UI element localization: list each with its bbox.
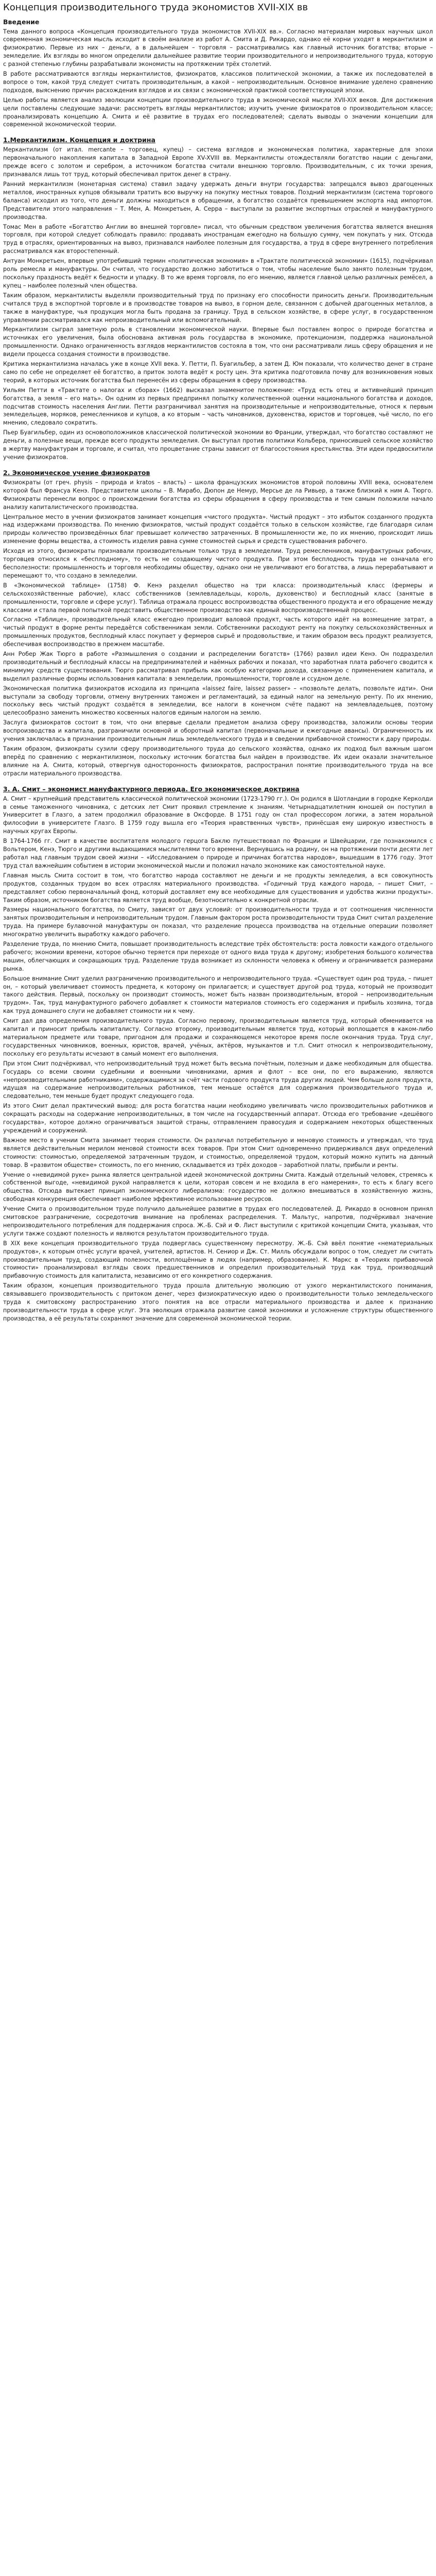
paragraph: Целью работы является анализ эволюции концепции производительного труда в экономической мысли XVII-XIX веков. Для достижения цели поставлены следующие задачи: рассмотреть взгляды меркантилистов; изучить учение физиократов о производительном классе; проанализировать концепцию А. Смита и её развитие в трудах его последователей; сделать выводы о значении концепции для современной экономической теории. <box>3 96 433 128</box>
section-heading: 2. Экономическое учение физиократов <box>3 468 150 477</box>
paragraph: Согласно «Таблице», производительный класс ежегодно производит валовой продукт, часть которого идёт на возмещение затрат, а чистый продукт в форме ренты передаётся собственникам земли. Собственники расходуют ренту на покупку сельскохозяйственных и промышленных продуктов, бесплодный класс покупает у фермеров сырьё и продовольствие, и таким образом весь продукт реализуется, обеспечивая воспроизводство в прежнем масштабе. <box>3 616 433 648</box>
paragraph: Разделение труда, по мнению Смита, повышает производительность вследствие трёх обстоятельств: роста ловкости каждого отдельного рабочего; экономии времени, которое обычно теряется при переходе от одного вида труда к другому; изобретения большого количества машин, облегчающих и сокращающих труд. Разделение труда возникает из склонности человека к обмену и ограничивается размерами рынка. <box>3 941 433 972</box>
paragraph: Из этого Смит делал практический вывод: для роста богатства нации необходимо увеличивать число производительных работников и сокращать расходы на содержание непроизводительных, в том числе на государственный аппарат. Отсюда его требование «дешёвого государства», которое должно ограничиваться защитой страны, отправлением правосудия и содержанием некоторых общественных учреждений и сооружений. <box>3 1103 433 1134</box>
section-3 <box>3 469 433 778</box>
section-4 <box>3 785 433 1323</box>
paragraph: Исходя из этого, физиократы признавали производительным только труд в земледелии. Труд ремесленников, мануфактурных рабочих, торговцев относился к «бесплодному», то есть не создающему чистого продукта. При этом бесплодность труда не означала его бесполезности: промышленность и торговля необходимы обществу, однако они не увеличивают его богатства, а лишь перерабатывают и перемещают то, что создано в земледелии. <box>3 548 433 579</box>
section-1 <box>3 18 433 129</box>
paragraph: Тема данного вопроса «Концепция производительного труда экономистов XVII-XIX вв.». Согласно материалам мировых научных школ современная экономическая мысль исходит в своём анализе из работ А. Смита и Д. Рикардо, однако её корни уходят в меркантилизм и физиократию. Первые из них – деньги, а в дальнейшем – торговля – рассматривались как главный источник богатства; вторые – земледелие. Их взгляды во многом определили дальнейшее развитие теории производительного и непроизводительного труда, которую с разной степенью глубины разрабатывали экономисты на протяжении трёх столетий. <box>3 28 433 68</box>
paragraph: Важное место в учении Смита занимает теория стоимости. Он различал потребительную и меновую стоимость и утверждал, что труд является действительным мерилом меновой стоимости всех товаров. При этом Смит одновременно придерживался двух определений стоимости: стоимостью, определяемой затраченным трудом, и стоимостью, определяемой трудом, который можно купить на данный товар. В «развитом обществе» стоимость, по его мнению, складывается из трёх доходов – заработной платы, прибыли и ренты. <box>3 1137 433 1168</box>
paragraph: Меркантилизм сыграл заметную роль в становлении экономической науки. Впервые был поставлен вопрос о природе богатства и источниках его увеличения, была обоснована активная роль государства в экономике, протекционизм, поддержка национальной промышленности. Однако ограниченность взглядов меркантилистов состояла в том, что они рассматривали лишь сферу обращения и не видели процесса создания стоимости в производстве. <box>3 326 433 358</box>
paragraph: Меркантилизм (от итал. mercante – торговец, купец) – система взглядов и экономическая политика, характерные для эпохи первоначального накопления капитала в Западной Европе XV-XVIII вв. Меркантилисты отождествляли богатство нации с деньгами, прежде всего с золотом и серебром, а источником богатства считали внешнюю торговлю. Производительным, с их точки зрения, признавался лишь тот труд, который обеспечивал приток денег в страну. <box>3 146 433 178</box>
section-2 <box>3 136 433 462</box>
paragraph: При этом Смит подчёркивал, что непроизводительный труд может быть весьма почётным, полезным и даже необходимым для общества. Государь со всеми своими судебными и военными чиновниками, армия и флот – все они, по его выражению, являются «непроизводительными работниками», содержащимися за счёт части годового продукта труда других людей. Чем больше доля продукта, идущая на содержание непроизводительных работников, тем меньше остаётся для содержания производительного труда и, следовательно, тем меньше будет продукт следующего года. <box>3 1060 433 1100</box>
paragraph: Томас Мен в работе «Богатство Англии во внешней торговле» писал, что обычным средством увеличения богатства является внешняя торговля, при которой следует соблюдать правило: продавать иностранцам ежегодно на большую сумму, чем покупать у них. Отсюда труд в отраслях, ориентированных на вывоз, признавался наиболее полезным для государства, а труд в сфере внутреннего потребления рассматривался как второстепенный. <box>3 223 433 255</box>
paragraph: Главная мысль Смита состоит в том, что богатство народа составляют не деньги и не продукты земледелия, а вся совокупность продуктов, созданных трудом во всех отраслях материального производства. «Годичный труд каждого народа, – пишет Смит, – представляет собою первоначальный фонд, который доставляет ему все необходимые для существования и удобства жизни продукты». Таким образом, источником богатства является труд вообще, безотносительно к конкретной отрасли. <box>3 872 433 904</box>
paragraph: Смит дал два определения производительного труда. Согласно первому, производительным является труд, который обменивается на капитал и приносит прибыль капиталисту. Согласно второму, производительным является труд, который воплощается в каком-либо материальном предмете или товаре, пригодном для продажи и сохраняющемся некоторое время после окончания труда. Труд слуг, государственных чиновников, военных, юристов, врачей, учёных, актёров, музыкантов и т.п. Смит относил к непроизводительному, поскольку его результаты исчезают в самый момент его выполнения. <box>3 1018 433 1057</box>
paragraph: Анн Робер Жак Тюрго в работе «Размышления о создании и распределении богатств» (1766) развил идеи Кенэ. Он подразделил производительный и бесплодный классы на предпринимателей и наёмных рабочих и показал, что заработная плата рабочего сводится к минимуму средств существования. Тюрго рассматривал прибыль как особую категорию дохода, связанную с применением капитала, и выделил различные формы использования капитала: в земледелии, промышленности, торговле и ссудном деле. <box>3 651 433 682</box>
paragraph: Критика меркантилизма началась уже в конце XVII века. У. Петти, П. Буагильбер, а затем Д. Юм показали, что количество денег в стране само по себе не определяет её богатство, а приток золота ведёт к росту цен. Эта критика подготовила почву для возникновения новых теорий, в которых источник богатства был перенесён из сферы обращения в сферу производства. <box>3 361 433 384</box>
paragraph: Таким образом, меркантилисты выделяли производительный труд по признаку его способности приносить деньги. Производительным считался труд в экспортной торговле и в производстве товаров на вывоз, в горном деле, связанном с добычей драгоценных металлов, а также в мануфактуре, чья продукция могла быть продана за границу. Труд в сельском хозяйстве, в сфере услуг, в государственном управлении рассматривался как непроизводительный или вспомогательный. <box>3 292 433 324</box>
paragraph: Большое внимание Смит уделил разграничению производительного и непроизводительного труда. «Существует один род труда, – пишет он, – который увеличивает стоимость предмета, к которому он прилагается; и существует другой род труда, который не производит такого действия. Первый, поскольку он производит стоимость, может быть назван производительным, второй – непроизводительным трудом». Так, труд мануфактурного рабочего добавляет к стоимости материалов стоимость его содержания и прибыль хозяина, тогда как труд домашнего слуги не добавляет стоимости ни к чему. <box>3 975 433 1015</box>
section-heading: 3. А. Смит – экономист мануфактурного периода. Его экономическое доктрина <box>3 785 300 793</box>
paragraph: В работе рассматриваются взгляды меркантилистов, физиократов, классиков политической экономии, а также их последователей в вопросе о том, какой труд следует считать производительным, а какой – непроизводительным. Основное внимание уделено сравнению подходов, выяснению причин расхождения взглядов и их связи с экономической практикой соответствующей эпохи. <box>3 71 433 94</box>
paragraph: Заслуга физиократов состоит в том, что они впервые сделали предметом анализа сферу производства, заложили основы теории воспроизводства и капитала, разграничили основной и оборотный капитал (первоначальные и ежегодные авансы). Ограниченность их учения заключалась в признании производительным лишь земледельческого труда и в сведении прибавочной стоимости к дару природы. <box>3 719 433 743</box>
paragraph: Ранний меркантилизм (монетарная система) ставил задачу удержать деньги внутри государства: запрещался вывоз драгоценных металлов, иностранных купцов обязывали тратить всю выручку на покупку местных товаров. Поздний меркантилизм (система торгового баланса) исходил из того, что деньги должны находиться в обращении, а богатство создаётся превышением экспорта над импортом. Представители этого направления – Т. Мен, А. Монкретьен, А. Серра – выступали за развитие экспортных отраслей и мануфактурного производства. <box>3 181 433 221</box>
document-title: Концепция производительного труда экономистов XVII-XIX вв <box>3 2 308 13</box>
paragraph: Антуан Монкретьен, впервые употребивший термин «политическая экономия» в «Трактате политической экономии» (1615), подчёркивал роль ремесла и мануфактуры. Он считал, что государство должно заботиться о том, чтобы население было занято полезным трудом, поскольку праздность ведёт к бедности и упадку. В то же время торговля, по его мнению, является главной целью различных ремёсел, а купец – наиболее полезный член общества. <box>3 258 433 289</box>
document-page <box>0 2 436 1323</box>
paragraph: Учение о «невидимой руке» рынка является центральной идеей экономической доктрины Смита. Каждый отдельный человек, стремясь к собственной выгоде, «невидимой рукой направляется к цели, которая совсем и не входила в его намерения», то есть к благу всего общества. Отсюда вытекает принцип экономического либерализма: государство не должно вмешиваться в хозяйственную жизнь, свободная конкуренция обеспечивает наиболее эффективное использование ресурсов. <box>3 1171 433 1203</box>
paragraph: В 1764-1766 гг. Смит в качестве воспитателя молодого герцога Баклю путешествовал по Франции и Швейцарии, где познакомился с Вольтером, Кенэ, Тюрго и другими выдающимися мыслителями того времени. Вернувшись на родину, он на протяжении почти десяти лет работал над главным трудом своей жизни – «Исследованием о природе и причинах богатства народов», вышедшим в 1776 году. Этот труд стал важнейшим событием в истории экономической мысли и положил начало экономике как самостоятельной науке. <box>3 838 433 869</box>
paragraph: Физиократы (от греч. physis – природа и kratos – власть) – школа французских экономистов второй половины XVIII века, основателем которой был Франсуа Кенэ. Представители школы – В. Мирабо, Дюпон де Немур, Мерсье де ла Ривьер, а также близкий к ним А. Тюрго. Физиократы перенесли вопрос о происхождении богатства из сферы обращения в сферу производства и тем самым положили начало анализу капиталистического производства. <box>3 479 433 511</box>
paragraph: Уильям Петти в «Трактате о налогах и сборах» (1662) высказал знаменитое положение: «Труд есть отец и активнейший принцип богатства, а земля – его мать». Он одним из первых предпринял попытку количественной оценки национального богатства и доходов, подсчитав стоимость населения Англии. Петти разграничивал занятия на производительные и непроизводительные, относя к первым земледельцев, моряков, ремесленников и купцов, а ко вторым – часть чиновников, духовенства, юристов и торговцев, чьё число, по его мнению, следовало сократить. <box>3 386 433 427</box>
paragraph: Таким образом, концепция производительного труда прошла длительную эволюцию от узкого меркантилистского понимания, связывавшего производительность с притоком денег, через физиократическую идею о производительности только земледельческого труда к смитовскому распространению этого понятия на все отрасли материального производства и далее к признанию производительности труда в сфере услуг. Эта эволюция отражала развитие самой экономики и усложнение структуры общественного производства, а её результаты сохраняют значение для современной экономической теории. <box>3 1282 433 1322</box>
paragraph: Центральное место в учении физиократов занимает концепция «чистого продукта». Чистый продукт – это избыток созданного продукта над издержками производства. По мнению физиократов, чистый продукт создаётся только в сельском хозяйстве, где благодаря силам природы количество произведённых благ превышает количество затраченных. В промышленности же, по их мнению, происходит лишь изменение формы вещества, а стоимость изделия равна сумме стоимостей сырья и средств существования рабочего. <box>3 513 433 545</box>
paragraph: В XIX веке концепция производительного труда подверглась существенному пересмотру. Ж.-Б. Сэй ввёл понятие «нематериальных продуктов», к которым отнёс услуги врачей, учителей, артистов. Н. Сениор и Дж. Ст. Милль обсуждали вопрос о том, следует ли считать производительным труд, создающий полезности, воплощённые в людях (например, образование). К. Маркс в «Теориях прибавочной стоимости» проанализировал взгляды своих предшественников и определил производительный труд как труд, производящий прибавочную стоимость для капиталиста, независимо от его конкретного содержания. <box>3 1240 433 1280</box>
paragraph: В «Экономической таблице» (1758) Ф. Кенэ разделил общество на три класса: производительный класс (фермеры и сельскохозяйственные рабочие), класс собственников (землевладельцы, король, духовенство) и бесплодный класс (занятые в промышленности, торговле и сфере услуг). Таблица отражала процесс воспроизводства общественного продукта и его обращение между классами и стала первой попыткой представить общественное производство как единый воспроизводственный процесс. <box>3 582 433 614</box>
section-heading: Введение <box>3 18 40 26</box>
paragraph: Размеры национального богатства, по Смиту, зависят от двух условий: от производительности труда и от соотношения численности занятых производительным и непроизводительным трудом. Главным фактором роста производительности труда Смит считал разделение труда. На примере булавочной мануфактуры он показал, что разделение процесса производства на отдельные операции позволяет многократно увеличить выработку каждого рабочего. <box>3 906 433 938</box>
paragraph: Учение Смита о производительном труде получило дальнейшее развитие в трудах его последователей. Д. Рикардо в основном принял смитовское разграничение, сосредоточив внимание на проблемах распределения. Т. Мальтус, напротив, подчёркивал значение непроизводительного потребления для поддержания спроса. Ж.-Б. Сэй и Ф. Лист выступили с критикой концепции Смита, указывая, что услуги также создают полезность и являются результатом производительного труда. <box>3 1206 433 1237</box>
paragraph: Пьер Буагильбер, один из основоположников классической политической экономии во Франции, утверждал, что богатство составляют не деньги, а полезные вещи, прежде всего продукты земледелия. Он выступал против политики Кольбера, приносившей сельское хозяйство в жертву мануфактурам и торговле, и считал, что процветание страны зависит от благосостояния крестьянства. Эти идеи предвосхитили учение физиократов. <box>3 429 433 461</box>
section-heading: 1.Меркантилизм. Концепция и доктрина <box>3 136 155 144</box>
document-body <box>3 18 433 1323</box>
paragraph: Таким образом, физиократы сузили сферу производительного труда до сельского хозяйства, однако их подход был важным шагом вперёд по сравнению с меркантилизмом, поскольку источник богатства был найден в производстве. Их идеи оказали значительное влияние на А. Смита, который, отвергнув односторонность физиократов, распространил понятие производительного труда на все отрасли материального производства. <box>3 745 433 777</box>
paragraph: Экономическая политика физиократов исходила из принципа «laissez faire, laissez passer» – «позвольте делать, позвольте идти». Они выступали за свободу торговли, отмену внутренних таможен и регламентаций, за единый налог на земельную ренту. По их мнению, поскольку весь чистый продукт создаётся в земледелии, все налоги в конечном счёте падают на землевладельцев, поэтому целесообразно заменить множество косвенных налогов единым налогом на землю. <box>3 685 433 717</box>
paragraph: А. Смит – крупнейший представитель классической политической экономии (1723-1790 гг.). Он родился в Шотландии в городке Керколди в семье таможенного чиновника, с детских лет Смит проявил стремление к знаниям. Четырнадцатилетним юношей он поступил в Университет в Глазго, а затем продолжил образование в Оксфорде. В 1751 году он стал профессором логики, а затем моральной философии в университете Глазго. В 1759 году вышла его «Теория нравственных чувств», принёсшая ему широкую известность в научных кругах Европы. <box>3 795 433 835</box>
